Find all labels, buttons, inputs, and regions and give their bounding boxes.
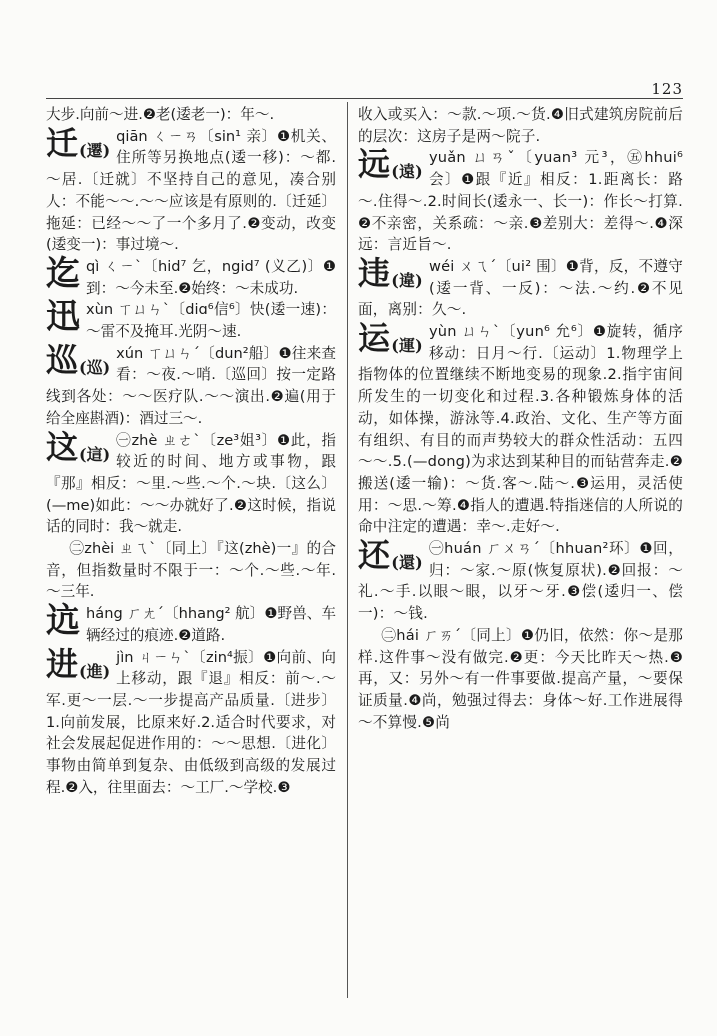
entry-headword: 巡(巡) [46,340,111,379]
entry-definition: ㊀huán ㄏㄨㄢˊ〔hhuan²环〕❶回，归：～家.～原(恢复原状).❷回报：～礼.～手.以眼～眼，以牙～牙.❸偿(逶归一、偿一)：～钱. [358,540,683,623]
entry-headword: 迒 [46,601,80,642]
entry-headword: 迅 [46,297,80,338]
entry-yun [358,321,683,538]
entry-continuation: 大步.向前～进.❷老(逶老一)：年～. [46,106,275,123]
entry-definition: háng ㄏㄤˊ〔hhang² 航〕❶野兽、车辆经过的痕迹.❷道路. [86,605,336,644]
entry-continuation: 收入或买入：～款.～项.～货.❹旧式建筑房院前后的层次：这房子是两～院子. [358,106,683,145]
entry-headword: 违(違) [358,253,423,292]
entry-definition: qì ㄑㄧˋ〔hid⁷ 乞，ngid⁷ (义乙)〕❶到：～今未至.❷始终：～未成功. [86,257,336,297]
entry-jin [46,644,336,799]
entry-definition: yùn ㄩㄣˋ〔yun⁶ 允⁶〕❶旋转，循序移动：日月～行.〔运动〕1.物理学上指物体的位置继续不断地变易的现象.2.指宇宙间所发生的一切变化和过程.3.各种锻炼身体的活动，如体操，游泳等.4.政治、文化、生产等方面有组织、有目的而声势较大的群众性活动：五四～～.5.(—dong)为求达到某种目的而钻营奔走.❷搬送(逶一输)：～货.客～.陆～.❸运用，灵活使用：～思.～筹.❹指人的遭遇.特指迷信的人所说的命中注定的遭遇：幸～.走好～. [358,323,683,536]
entry-yuan [358,147,683,256]
entry-xun-patrol [46,340,336,430]
column-divider [347,102,348,998]
entry-qian [46,123,336,256]
entry-zhei: ㊁zhèi ㄓㄟˋ〔同上〕『这(zhè)一』的合音，但指数量时不限于一：～个.～些.～年.～三年. [46,540,336,601]
right-column [358,104,683,733]
entry-zhe [46,427,336,539]
entry-headword: 进(進) [46,644,111,683]
entry-definition: wéi ㄨㄟˊ〔ui² 围〕❶背，反，不遵守(逶一背、一反)：～法.～约.❷不见面，离别：久～. [358,257,683,319]
left-column [46,104,336,799]
entry-hai: ㊁hái ㄏㄞˊ〔同上〕❶仍旧，依然：你～是那样.这件事～没有做完.❷更：今天比昨天～热.❸再，又：另外～有一件事要做.提高产量，～要保证质量.❹尚，勉强过得去：身体～好.工作进展得～不算慢.❺尚 [358,626,683,731]
entry-definition: xùn ㄒㄩㄣˋ〔diɑ⁶信⁶〕快(逶一速)：～雷不及掩耳.光阴～速. [86,301,336,341]
entry-definition: xún ㄒㄩㄣˊ〔dun²船〕❶往来查看：～夜.～哨.〔巡回〕按一定路线到各处：～～医疗队.～～演出.❷遍(用于给全座斟酒)：酒过三～. [46,344,336,427]
entry-headword: 迁(遷) [46,123,111,162]
entry-xun [46,299,336,342]
entry-definition: jìn ㄐㄧㄣˋ〔zin⁴振〕❶向前、向上移动，跟『退』相反：前～.～军.更～一层.～一步提高产品质量.〔进步〕1.向前发展，比原来好.2.适合时代要求，对社会发展起促进作用的：～～思想.〔进化〕事物由简单到复杂、由低级到高级的发展过程.❷入，往里面去：～工厂.～学校.❸ [46,648,336,796]
entry-huan [358,538,683,625]
page-number: 123 [651,80,683,98]
entry-definition: yuǎn ㄩㄢˇ〔yuan³ 元³，㊄hhui⁶ 会〕❶跟『近』相反：1.距离长：路～.住得～.2.时间长(逶永一、长一)：作长～打算.❷不亲密，关系疏：～亲.❸差别大：差得～.❹深远：言近旨～. [358,149,683,254]
entry-definition: qiān ㄑㄧㄢ〔sin¹ 亲〕❶机关、住所等另换地点(逶一移)：～都.～居.〔迁就〕不坚持自己的意见，凑合别人：不能～～.～～应该是有原则的.〔迁延〕拖延：已经～～了一个多月了.❷变动，改变(逶变一)：事过境～. [46,127,336,254]
entry-headword: 还(還) [358,536,423,575]
entry-headword: 迄 [46,253,80,294]
entry-qi [46,253,336,299]
entry-headword: 这(這) [46,427,111,466]
entry-definition: ㊀zhè ㄓㄜˋ〔ze³姐³〕❶此，指较近的时间、地方或事物，跟『那』相反：～里.～些.～个.～块.〔这么〕(—me)如此：～～办就好了.❷这时候，指说话的同时：我～就走. [46,431,336,536]
entry-wei [358,253,683,321]
entry-hang [46,603,336,646]
entry-headword: 运(運) [358,319,423,358]
entry-headword: 远(遠) [358,145,423,184]
header-rule [46,98,683,99]
